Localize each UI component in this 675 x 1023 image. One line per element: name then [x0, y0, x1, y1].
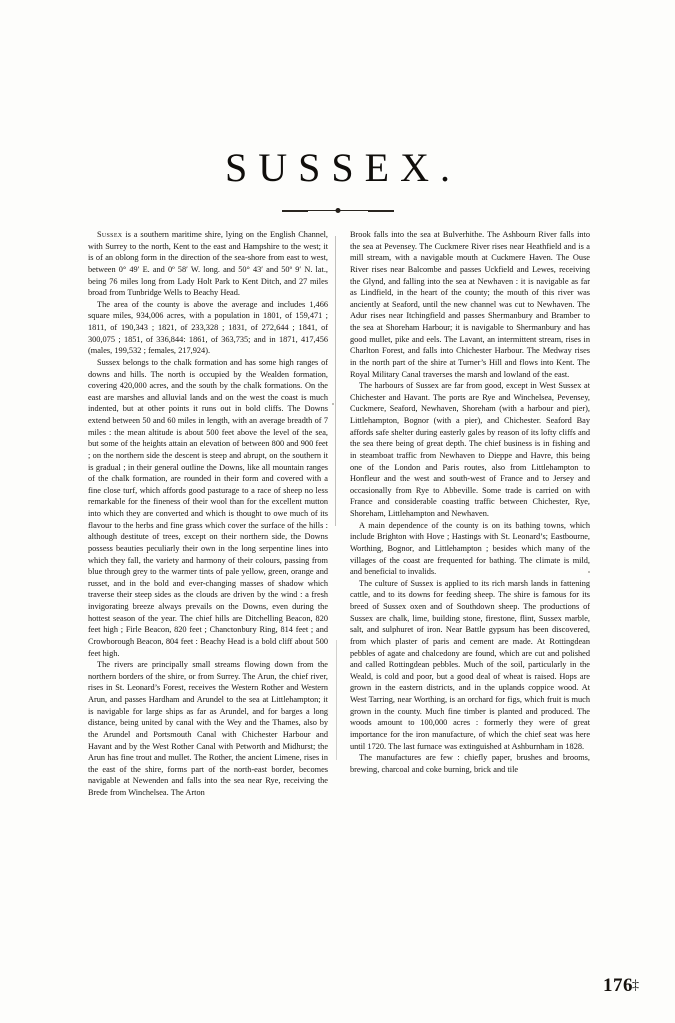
page-title: SUSSEX.	[225, 145, 461, 190]
paragraph: A main dependence of the county is on its bathing towns, which include Brighton with Hove ; Hastings with St. Leonard’s; Eastbourne, Worthing, Bognor, and Littlehampton ; besides which many of the villages of the coast are frequented for bathing. The climate is mild, and beneficial to invalids.	[350, 520, 590, 577]
paragraph: The culture of Sussex is applied to its rich marsh lands in fattening cattle, and to its downs for feeding sheep. The shire is famous for its breed of Sussex oxen and of Southdown sheep. The productions of Sussex are chalk, lime, building stone, firestone, flint, Sussex marble, salt, and sulphuret of iron. Near Battle gypsum has been discovered, from which plaster of paris and cement are made. At Rottingdean pebbles of agate and chalcedony are found, which are cut and polished and called Rottingdean pebbles. Much of the soil, particularly in the Weald, is cold and poor, but a good deal of wheat is raised. Hops are grown in the eastern districts, and in the uplands coppice wood. At West Tarring, near Worthing, is an orchard for figs, which fruit is much grown in the county. Much fine timber is planted and produced. The woods amount to 100,000 acres : formerly they were of great importance for the iron manufacture, of which the chief seat was here until 1720. The last furnace was extinguished at Ashburnham in 1828.	[350, 578, 590, 751]
paragraph: The manufactures are few : chiefly paper, brushes and brooms, brewing, charcoal and coke burning, brick and tile	[350, 753, 590, 774]
right-column	[350, 229, 590, 959]
paragraph: The rivers are principally small streams flowing down from the northern borders of the shire, or from Surrey. The Arun, the chief river, rises in St. Leonard’s Forest, receives the Western Rother and Western Arun, and passes Hardham and Arundel to the sea at Littlehampton; it is navigable for large ships as far as Arundel, and for barges a long distance, being united by canal with the Wey and the Thames, also by the Arundel and Portsmouth Canal with Chichester Harbour and Havant and by the West Rother Canal with Petworth and Midhurst; the Arun has fine trout and mullet. The Rother, the ancient Limene, rises in the east of the shire, forms part of the north-east border, becomes navigable at Newenden and falls into the sea near Rye, receiving the Brede from Winchelsea. The Arton	[88, 660, 328, 797]
page-number: 176	[603, 975, 633, 996]
paragraph: The harbours of Sussex are far from good, except in West Sussex at Chichester and Havant. The ports are Rye and Winchelsea, Pevensey, Cuckmere, Seaford, Newhaven, Shoreham (with a harbour and pier), Littlehampton, Bognor (with a pier), and Chichester. Seaford Bay affords safe shelter during easterly gales by reason of its lofty cliffs and the sea there being of great depth. The chief business is in fishing and in steamboat traffic from Newhaven to Dieppe and Havre, this being one of the London and Paris routes, also from Littlehampton to Honfleur and the west and south-west of France and to Jersey and occasionally from Rye to Abbeville. Some trade is carried on with France and considerable coasting traffic between Chichester, Rye, Shoreham, Littlehampton and Newhaven.	[350, 381, 590, 518]
body-columns	[88, 229, 590, 959]
folio	[0, 975, 675, 997]
lead-smallcaps: Sussex	[97, 230, 123, 239]
title-block	[0, 145, 675, 190]
paragraph: Sussex belongs to the chalk formation and has some high ranges of downs and hills. The north is occupied by the Wealden formation, covering 420,000 acres, and the south by the chalk formations. On the east are marshes and alluvial lands and on the west the coast is much indented, but at other points it runs out in bold cliffs. The Downs extend between 50 and 60 miles in length, with an average breadth of 7 miles : the mean altitude is about 500 feet above the level of the sea, but some of the heights attain an elevation of between 800 and 900 feet ; on the northern side the descent is steep and abrupt, on the southern it is gradual ; in their general outline the Downs, like all mountain ranges of the chalk formation, are rounded in their form and covered with a fine close turf, which affords good pasturage to a race of sheep no less remarkable for the fineness of their wool than for the excellent mutton into which they are converted and which is thought to owe much of its flavour to the herbs and fine grass which cover the surface of the hills : although destitute of trees, except on their northern side, the Downs possess beauties peculiarly their own in the long serpentine lines into which they fall, the variety and harmony of their colours, passing from blue through grey to the warmer tints of pale yellow, green, orange and russet, and in the bold and ever-changing masses of shadow which traverse their steep sides as the clouds are driven by the wind : a fresh invigorating breeze always prevails on the Downs, even during the hottest season of the year. The chief hills are Ditchelling Beacon, 820 feet high ; Firle Beacon, 820 feet ; Chanctonbury Ring, 814 feet ; and Crowborough Beacon, 804 feet : Beachy Head is a bold cliff about 500 feet high.	[88, 357, 328, 658]
title-ornament-rule	[282, 207, 394, 214]
ornament-dot	[335, 208, 340, 213]
paragraph-continued: Brook falls into the sea at Bulverhithe. The Ashbourn River falls into the sea at Pevensey. The Cuckmere River rises near Heathfield and is a mill stream, with a navigable mouth at Cuckmere Haven. The Ouse River rises near Balcombe and passes Uckfield and Lewes, receiving the Glynd, and falling into the sea at Newhaven : it is navigable as far as Lindfield, in the heart of the county; the mouth of this river was anciently at Seaford, until the new channel was cut to Newhaven. The Adur rises near Itchingfield and passes Shermanbury and Bramber to the sea at Shoreham Harbour; it is navigable to Shermanbury and has good mullet, pike and eels. The Lavant, an intermittent stream, rises in Charlton Forest, and falls into Chichester Harbour. The Medway rises in the north part of the shire at Turner’s Hill and flows into Kent. The Royal Military Canal traverses the marsh and lowland of the east.	[350, 230, 590, 379]
paragraph: The area of the county is above the average and includes 1,466 square miles, 934,006 acres, with a population in 1801, of 159,471 ; 1811, of 190,343 ; 1821, of 233,328 ; 1831, of 272,644 ; 1841, of 300,075 ; 1851, of 336,844: 1861, of 363,735; and in 1871, 417,456 (males, 199,532 ; females, 217,924).	[88, 299, 328, 356]
paragraph-text: is a southern maritime shire, lying on the English Channel, with Surrey to the north, Kent to the east and Hampshire to the west; it is of an oblong form in the direction of the sea-shore from east to west, between 0° 49′ E. and 0º 58′ W. long. and 50° 43′ and 50º 9′ N. lat., being 76 miles long from Lady Holt Park to Kent Ditch, and 27 miles broad from Tunbridge Wells to Beachy Head.	[88, 230, 328, 298]
paragraph	[88, 229, 328, 299]
folio-mark: ‡	[632, 978, 639, 993]
left-column	[88, 229, 328, 959]
